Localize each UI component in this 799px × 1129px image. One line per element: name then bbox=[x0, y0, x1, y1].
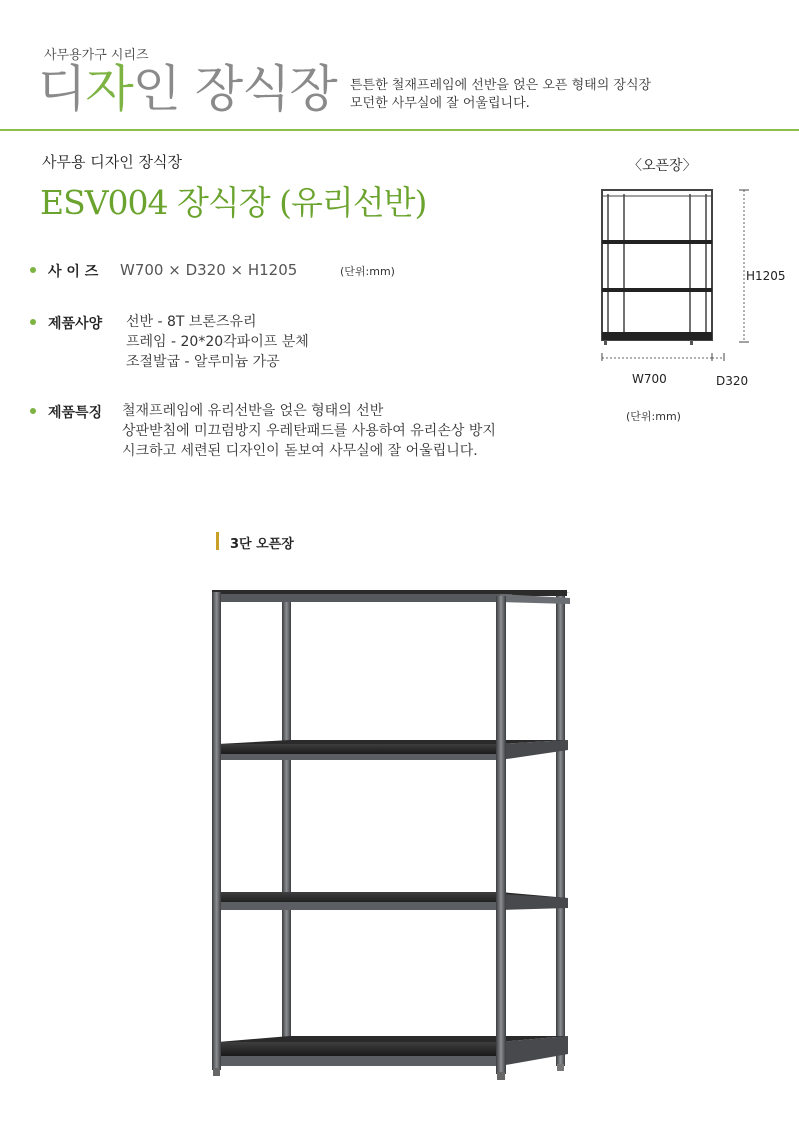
bullet-icon bbox=[30, 319, 36, 325]
page-title bbox=[38, 56, 337, 122]
title-part2: 자 bbox=[85, 60, 133, 118]
tagline-line-1: 튼튼한 철재프레임에 선반을 얹은 오픈 형태의 장식장 bbox=[350, 78, 652, 93]
depth-dimension-label: D320 bbox=[716, 374, 749, 388]
feature-line-2: 상판받침에 미끄럼방지 우레탄패드를 사용하여 유리손상 방지 bbox=[122, 423, 496, 439]
section-marker bbox=[216, 532, 219, 550]
feature-row bbox=[30, 402, 590, 466]
diagram-title: 〈오픈장〉 bbox=[628, 158, 697, 174]
width-dimension-label: W700 bbox=[632, 372, 667, 386]
size-label: 사 이 즈 bbox=[48, 264, 99, 280]
bullet-icon bbox=[30, 267, 36, 273]
spec-line-2: 프레임 - 20*20각파이프 분체 bbox=[126, 334, 309, 350]
size-row bbox=[30, 261, 410, 281]
product-model-title: ESV004 장식장 (유리선반) bbox=[40, 183, 427, 222]
section-label: 3단 오픈장 bbox=[230, 537, 294, 552]
shelf-diagram bbox=[594, 182, 754, 362]
header-divider bbox=[0, 129, 799, 131]
spec-row bbox=[30, 313, 430, 377]
height-dimension-label: H1205 bbox=[746, 269, 786, 283]
product-category: 사무용 디자인 장식장 bbox=[42, 153, 182, 171]
tagline bbox=[350, 77, 651, 113]
spec-label: 제품사양 bbox=[48, 316, 103, 332]
spec-line-3: 조절발굽 - 알루미늄 가공 bbox=[126, 354, 280, 370]
tagline-line-2: 모던한 사무실에 잘 어울립니다. bbox=[350, 96, 530, 111]
diagram-unit: (단위:mm) bbox=[626, 410, 681, 423]
series-label: 사무용가구 시리즈 bbox=[44, 48, 149, 63]
section-heading bbox=[216, 532, 336, 552]
shelf-product-image bbox=[200, 580, 590, 1090]
size-value: W700 × D320 × H1205 bbox=[120, 261, 298, 279]
feature-line-1: 철재프레임에 유리선반을 얹은 형태의 선반 bbox=[122, 403, 384, 419]
bullet-icon bbox=[30, 408, 36, 414]
spec-line-1: 선반 - 8T 브론즈유리 bbox=[126, 314, 257, 330]
title-part3: 인 장식장 bbox=[132, 60, 337, 118]
feature-line-3: 시크하고 세련된 디자인이 돋보여 사무실에 잘 어울립니다. bbox=[122, 443, 478, 459]
feature-label: 제품특징 bbox=[48, 405, 103, 421]
title-part1: 디 bbox=[38, 60, 86, 118]
size-unit: (단위:mm) bbox=[340, 265, 395, 278]
